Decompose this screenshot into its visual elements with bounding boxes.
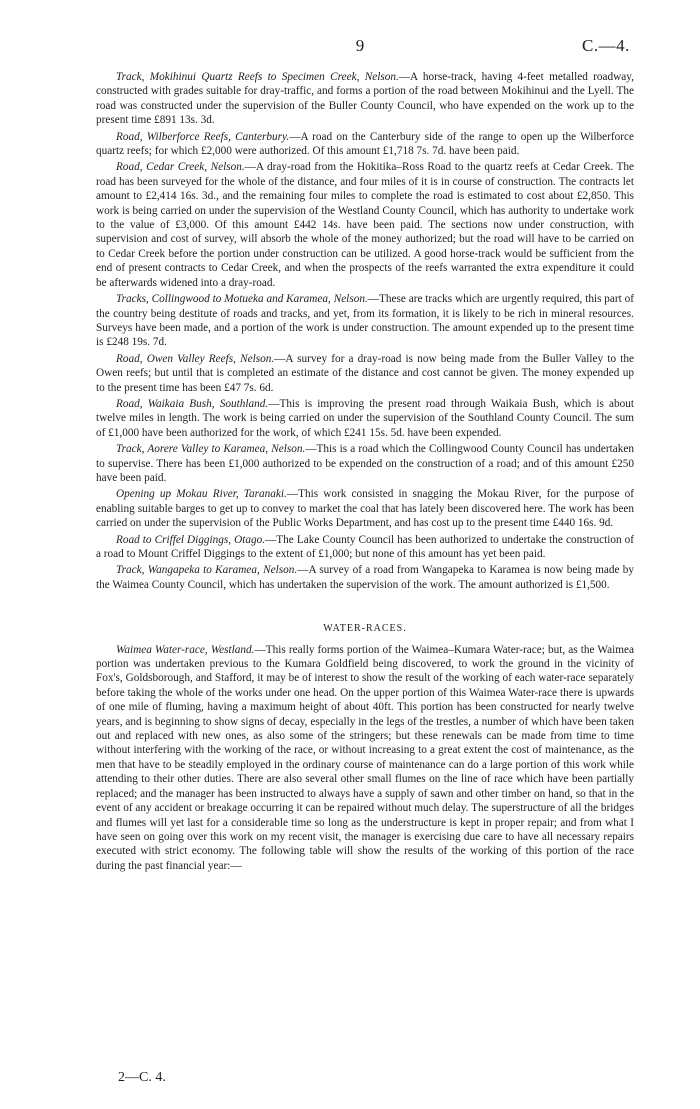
section-heading-water-races: WATER-RACES. [323, 623, 407, 635]
paragraph-body: —This really forms portion of the Waimea–Kumara Water-race; but, as the Waimea portion was undertaken previous to the Kumara Goldfield being discovered, to work the ground in the vicinity of Fox's, Goldsborough, and Stafford, it may be of interest to show the result of the working of each water-race separately before taking the whole of the works under one head. On the upper portion of this Waimea Water-race there is upwards of one mile of fluming, having a maximum height of about 40ft. This portion has been constructed for nearly twelve years, and is beginning to show signs of decay, especially in the legs of the trestles, a number of which have been taken out and replaced with new ones, as also some of the stringers; but these renewals can be made from time to time without interfering with the working of the race, or without increasing to a great extent the cost of maintenance, as the men that have to be steadily employed in the ordinary course of maintenance can do a large portion of this work while attending to their other duties. There are also several other small flumes on the line of race which have been partially replaced; and the manager has been instructed to always have a supply of sawn and other timber on hand, so that in the event of any accident or breakage occurring it can be repaired without much delay. The superstructure of all the bridges and flumes will yet last for a considerable time so long as the understructure is kept in proper repair; and from what I have seen on going over this work on my recent visit, the manager is exercising due care to have all necessary repairs executed with strict economy. The following table will show the results of the working of this portion of the race during the past financial year:— [96, 643, 635, 872]
paragraph-criffel-diggings-road [96, 533, 634, 562]
paragraph-title: Tracks, Collingwood to Motueka and Karamea, Nelson. [116, 293, 368, 306]
paragraph-wangapeka-track [96, 563, 634, 592]
paragraph-mokihinui-track [96, 70, 634, 128]
paragraph-title: Track, Aorere Valley to Karamea, Nelson. [116, 443, 306, 456]
page-number: 9 [355, 36, 365, 55]
footer-signature: 2—C. 4. [118, 1070, 166, 1085]
paragraph-title: Waimea Water-race, Westland. [116, 643, 255, 656]
paragraph-wilberforce-road [96, 130, 634, 159]
paragraph-body: —A dray-road from the Hokitika–Ross Road to the quartz reefs at Cedar Creek. The road has been surveyed for the whole of the distance, and four miles of it is in course of construction. The contracts let amount to £2,414 16s. 3d., and the remaining four miles to complete the road is estimated to cost about £2,850. This work is being carried on under the supervision of the Westland County Council, which has authority to undertake work to the value of £3,000. Of this amount £442 14s. have been paid. The sections now under construction, with supervision and cost of survey, will absorb the whole of the money authorized; but the road will have to be carried on to Cedar Creek before the portion under construction can be utilized. A good horse-track would be sufficient from the end of present contracts to Cedar Creek, and when the prospects of the reefs warranted the extra expenditure it could be afterwards widened into a dray-road. [96, 161, 634, 289]
paragraph-mokau-river [96, 487, 634, 530]
paragraph-cedar-creek-road [96, 160, 634, 290]
document-reference: C.—4. [582, 36, 630, 55]
paragraph-title: Track, Wangapeka to Karamea, Nelson. [116, 564, 298, 577]
paragraph-title: Road, Owen Valley Reefs, Nelson. [116, 352, 275, 365]
paragraph-body: —A horse-track, having 4-feet metalled roadway, constructed with grades suitable for dray-traffic, and forms a portion of the road between Mokihinui and the Lyell. The road was constructed under the supervision of the Buller County Council, who have expended on the work up to the present time £891 13s. 3d. [96, 71, 634, 127]
paragraph-waikaia-bush-road [96, 397, 634, 440]
paragraph-waimea-water-race [96, 643, 634, 874]
body-text [96, 70, 634, 875]
paragraph-title: Track, Mokihinui Quartz Reefs to Specimen Creek, Nelson. [116, 71, 399, 83]
paragraph-body: —These are tracks which are urgently required, this part of the country being destitute of roads and tracks, and yet, from its formation, it is likely to be rich in mineral resources. Surveys have been made, and a portion of the work is under construction. The amount expended up to the present time is £248 19s. 7d. [96, 293, 634, 349]
paragraph-body: —A survey of a road from Wangapeka to Karamea is now being made by the Waimea County Council, which has undertaken the supervision of the work. The amount authorized is £1,500. [96, 564, 635, 591]
paragraph-title: Road, Cedar Creek, Nelson. [116, 161, 245, 174]
paragraph-owen-valley-road [96, 352, 634, 395]
paragraph-title: Road, Waikaia Bush, Southland. [116, 397, 269, 410]
paragraph-title: Road to Criffel Diggings, Otago. [116, 533, 266, 546]
paragraph-title: Road, Wilberforce Reefs, Canterbury. [116, 130, 290, 143]
paragraph-aorere-valley-track [96, 442, 634, 485]
paragraph-body: —The Lake County Council has been authorized to undertake the construction of a road to Mount Criffel Diggings to the extent of £1,000; but none of this amount has yet been paid. [96, 533, 634, 560]
page-header [0, 36, 700, 56]
paragraph-body: —This is a road which the Collingwood County Council has undertaken to supervise. There has been £1,000 authorized to be expended on the construction of a road; and of this amount £250 have been paid. [96, 443, 634, 484]
paragraph-collingwood-tracks [96, 292, 634, 350]
paragraph-body: —A survey for a dray-road is now being made from the Buller Valley to the Owen reefs; but until that is completed an estimate of the distance and cost cannot be given. The money expended up to the present time has been £47 7s. 6d. [96, 352, 634, 394]
paragraph-body: —This is improving the present road through Waikaia Bush, which is about twelve miles in length. The work is being carried on under the supervision of the Southland County Council. The sum of £1,000 have been authorized for the work, of which £241 15s. 5d. have been expended. [96, 397, 634, 439]
paragraph-body: —A road on the Canterbury side of the range to open up the Wilberforce quartz reefs; for which £2,000 were authorized. Of this amount £1,718 7s. 7d. have been paid. [96, 130, 634, 158]
paragraph-title: Opening up Mokau River, Taranaki. [116, 488, 287, 501]
paragraph-body: —This work consisted in snagging the Mokau River, for the purpose of enabling suitable barges to get up to convey to market the coal that has lately been discovered here. The work has been carried on under the supervision of the Public Works Department, and has cost up to the present time £440 16s. 9d. [96, 488, 634, 530]
